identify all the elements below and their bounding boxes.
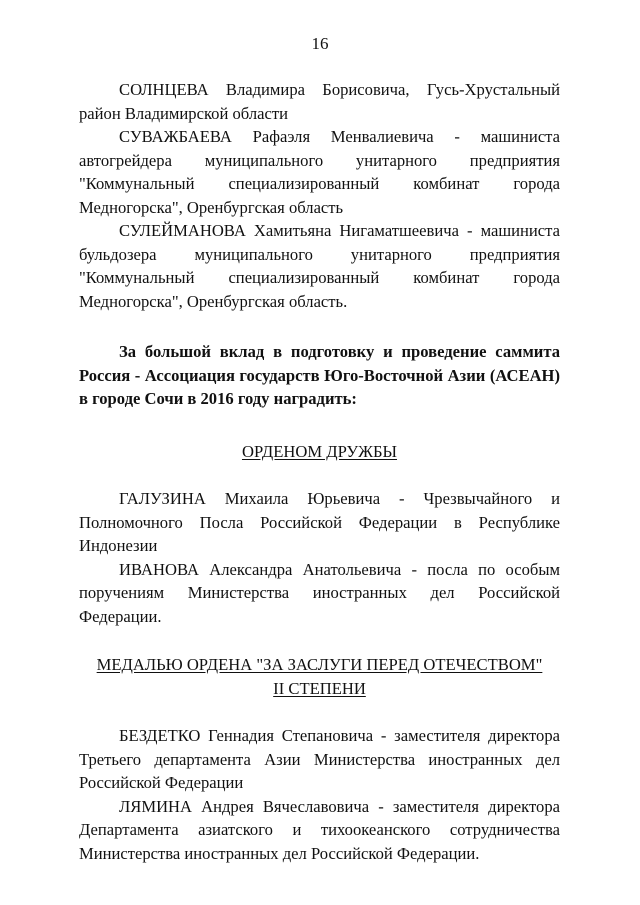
awardee-paragraph: СУВАЖБАЕВА Рафаэля Менвалиевича - машиниста автогрейдера муниципального унитарного предприятия "Коммунальный специализированный комбинат города Медногорска", Оренбургская область [79,127,560,217]
page-number: 16 [311,34,329,53]
awardee-paragraph: ЛЯМИНА Андрея Вячеславовича - заместителя директора Департамента азиатского и тихоокеанского сотрудничества Министерства иностранных дел Российской Федерации. [79,796,560,863]
award-intro-paragraph: За большой вклад в подготовку и проведение саммита Россия - Ассоциация государств Юго-Восточной Азии (АСЕАН) в городе Сочи в 2016 году наградить: [79,342,560,408]
awardee-paragraph: СУЛЕЙМАНОВА Хамитьяна Нигаматшеевича - машиниста бульдозера муниципального унитарного предприятия "Коммунальный специализированный комбинат города Медногорска", Оренбургская область. [79,221,560,311]
awardee-paragraph: ГАЛУЗИНА Михаила Юрьевича - Чрезвычайного и Полномочного Посла Российской Федерации в Республике Индонезии [79,489,560,555]
awardee-paragraph: СОЛНЦЕВА Владимира Борисовича, Гусь-Хрустальный район Владимирской области [79,80,560,123]
medal-merit-heading-line1: МЕДАЛЬЮ ОРДЕНА "ЗА ЗАСЛУГИ ПЕРЕД ОТЕЧЕСТВОМ" [96,655,543,674]
medal-merit-heading-line2: II СТЕПЕНИ [273,678,366,698]
awardee-paragraph: ИВАНОВА Александра Анатольевича - посла по особым поручениям Министерства иностранных дел Российской Федерации. [79,559,560,626]
order-friendship-heading: ОРДЕНОМ ДРУЖБЫ [241,441,398,461]
document-body [79,78,560,865]
medal-merit-heading [79,653,560,700]
awardee-paragraph: БЕЗДЕТКО Геннадия Степановича - заместителя директора Третьего департамента Азии Министерства иностранных дел Российской Федерации [79,726,560,792]
